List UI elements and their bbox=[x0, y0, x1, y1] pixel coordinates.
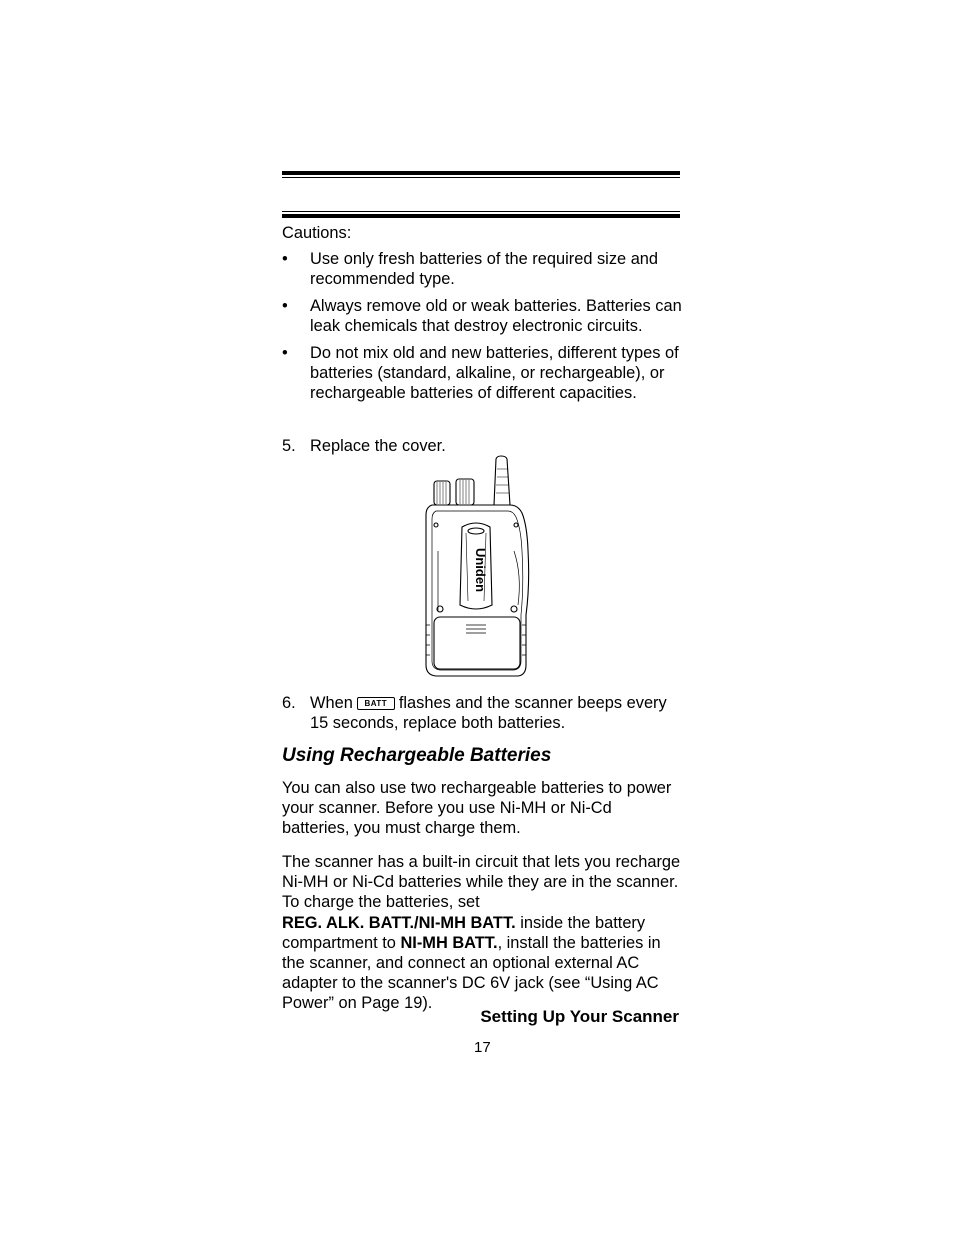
section-heading: Using Rechargeable Batteries bbox=[282, 745, 552, 766]
header-rule-top bbox=[282, 171, 680, 178]
step-6: 6. When BATT flashes and the scanner beeps every 15 seconds, replace both batteries. bbox=[282, 694, 667, 732]
paragraph-2: The scanner has a built-in circuit that lets you recharge Ni-MH or Ni-Cd batteries while they are in the scanner. To charge the batteries, set REG. ALK. BATT./NI-MH BATT. inside the battery compartment to NI-MH BATT., install the batteries in the scanner, and connect an optional external AC adapter to the scanner's DC 6V jack (see “Using AC Power” on Page 19). bbox=[282, 853, 681, 1013]
cautions-label: Cautions: bbox=[282, 224, 352, 242]
cautions-list bbox=[282, 249, 682, 410]
list-item: • Do not mix old and new batteries, different types of batteries (standard, alkaline, or rechargeable), or rechargeable batteries of different capacities. bbox=[282, 344, 679, 402]
footer-title: Setting Up Your Scanner bbox=[480, 1007, 679, 1026]
list-item: • Always remove old or weak batteries. Batteries can leak chemicals that destroy electronic circuits. bbox=[282, 297, 682, 335]
battery-icon: BATT bbox=[357, 697, 395, 710]
step-5: 5. Replace the cover. bbox=[282, 437, 446, 455]
svg-text:Uniden: Uniden bbox=[473, 547, 488, 593]
scanner-illustration bbox=[418, 455, 538, 680]
list-item: • Use only fresh batteries of the required size and recommended type. bbox=[282, 250, 659, 288]
page-number: 17 bbox=[474, 1039, 491, 1056]
paragraph-1: You can also use two rechargeable batteries to power your scanner. Before you use Ni-MH or Ni-Cd batteries, you must charge them. bbox=[282, 779, 672, 838]
header-rule-bottom bbox=[282, 211, 680, 218]
